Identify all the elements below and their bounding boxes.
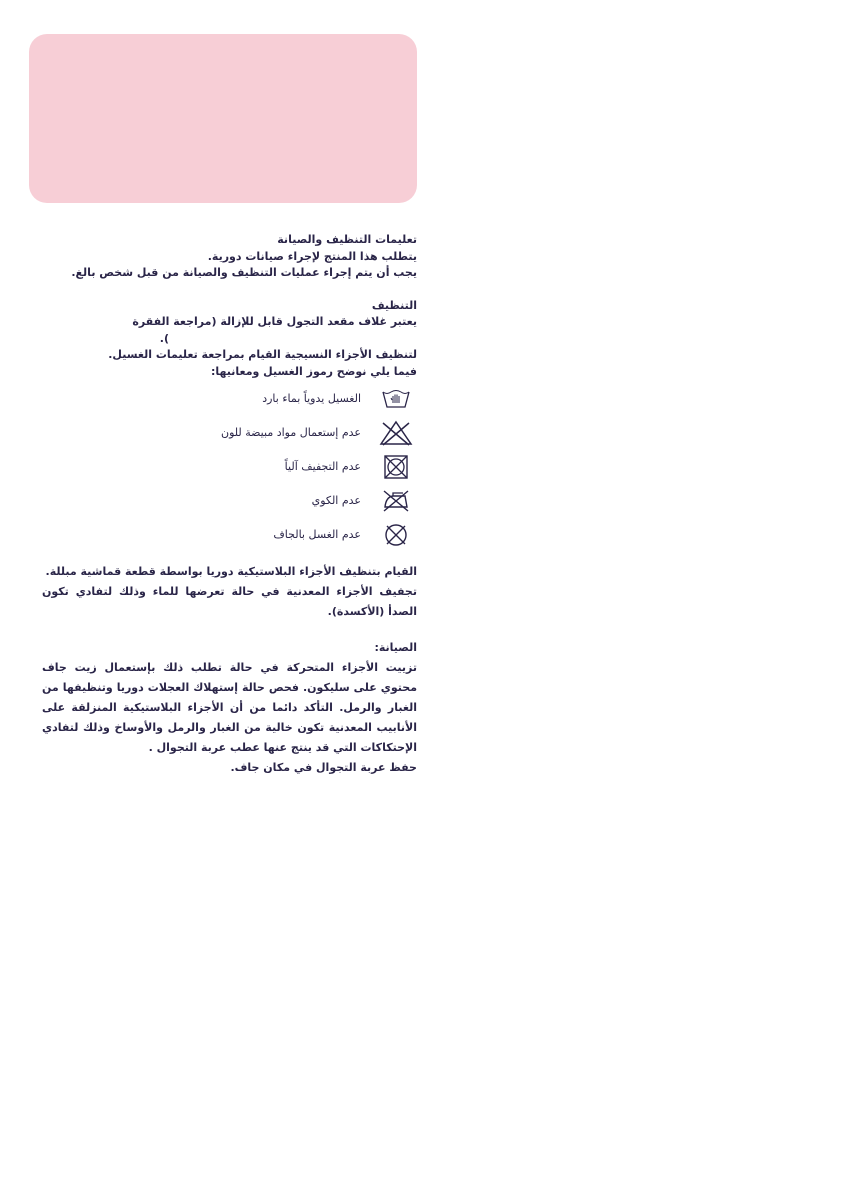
fabric-washing-text: لتنظيف الأجزاء النسيجية القيام بمراجعة تعليمات الغسيل.: [108, 348, 417, 361]
adult-warning-text: يجب أن يتم إجراء عمليات التنظيف والصيانة من قبل شخص بالغ.: [71, 266, 417, 279]
list-item: [42, 450, 417, 484]
plastic-cleaning-text: القيام بتنظيف الأجزاء البلاستيكية دوريا بواسطة قطعة قماشية مبللة.: [45, 565, 417, 578]
maintenance-title: الصيانة:: [374, 641, 417, 654]
hand-wash-label: الغسيل يدوياً بماء بارد: [262, 391, 361, 405]
symbols-intro-text: فيما يلي نوضح رموز الغسيل ومعانيها:: [210, 364, 417, 378]
maintenance-required-text: يتطلب هذا المنتج لإجراء صيانات دورية.: [207, 249, 417, 263]
no-bleach-label: عدم إستعمال مواد مبيضة للون: [221, 425, 361, 439]
no-dry-clean-label: عدم الغسل بالجاف: [273, 527, 361, 541]
list-item: [42, 484, 417, 518]
no-tumble-dry-label: عدم التجفيف آلياً: [284, 459, 361, 473]
maintenance-text: تزييت الأجزاء المتحركة في حالة تطلب ذلك بإستعمال زيت جاف محتوي على سليكون. فحص حالة إستهلاك العجلات دوريا وتنظيفها من الغبار والرمل. التأكد دائما من أن الأجزاء البلاستيكية المنزلقة على الأنابيب المعدنية تكون خالية من الغبار والرمل والأوساخ وذلك لتفادي الإحتكاكات التي قد ينتج عنها عطب عربة التجوال .: [42, 661, 417, 754]
section-title: تعليمات التنظيف والصيانة: [277, 233, 417, 246]
cleaning-title: التنظيف: [371, 298, 417, 312]
care-instructions: [42, 232, 417, 778]
hand-wash-icon: [379, 385, 413, 413]
no-iron-label: عدم الكوي: [311, 493, 361, 507]
list-item: [42, 382, 417, 416]
cover-removable-text: يعتبر غلاف مقعد التجول قابل للإزالة (مراجعة الفقرة: [132, 315, 417, 328]
no-iron-icon: [379, 487, 413, 515]
no-tumble-dry-icon: [379, 453, 413, 481]
list-item: [42, 518, 417, 552]
metal-drying-text: تجفيف الأجزاء المعدنية في حالة تعرضها للماء وذلك لتفادي تكون الصدأ (الأكسدة).: [42, 585, 417, 618]
no-bleach-icon: [379, 419, 413, 447]
header-pink-box: [29, 34, 417, 203]
washing-symbols-list: [42, 382, 417, 552]
cover-removable-text-end: ).: [159, 331, 169, 345]
storage-text: حفظ عربة التجوال في مكان جاف.: [230, 761, 417, 774]
list-item: [42, 416, 417, 450]
no-dry-clean-icon: [379, 521, 413, 549]
